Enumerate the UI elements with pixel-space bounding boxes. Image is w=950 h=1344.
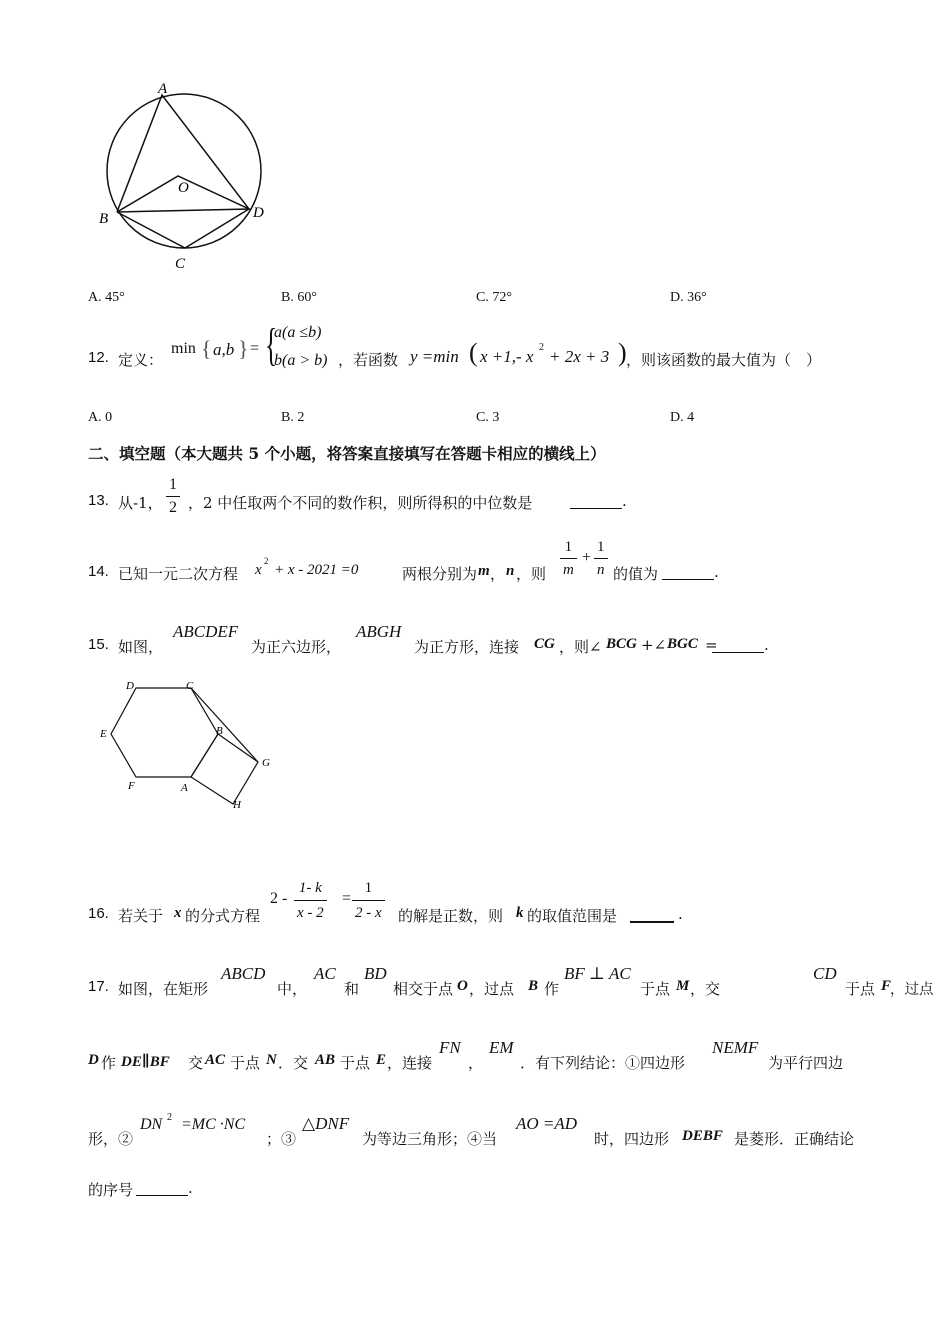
q14-frac-2-den: n xyxy=(597,562,605,578)
q17-d: D xyxy=(88,1052,99,1068)
label-o: O xyxy=(178,180,189,196)
label-b: B xyxy=(99,211,109,227)
q17-l1-text-7: 于点 xyxy=(640,980,671,998)
q11-option-b[interactable]: B. 60° xyxy=(281,290,317,305)
q12-paren-right: ) xyxy=(618,338,627,367)
q13-answer-blank[interactable] xyxy=(570,494,622,509)
label-g: G xyxy=(262,757,270,769)
q17-l2-text-5: 于点 xyxy=(340,1054,371,1072)
q17-b: B xyxy=(528,978,539,994)
question-16 xyxy=(88,872,788,928)
q17-l2-text-8: ．有下列结论：①四边形 xyxy=(520,1054,686,1072)
q17-number: 17. xyxy=(88,978,109,995)
label-a: A xyxy=(158,81,168,97)
q17-l4-text-2: . xyxy=(188,1179,193,1197)
q16-frac-1 xyxy=(294,876,327,925)
q12-text-2: ，若函数 xyxy=(338,351,399,369)
q17-l1-text-4: 相交于点 xyxy=(393,980,454,998)
q17-bf-perp-ac: BF ⊥ AC xyxy=(564,964,631,983)
square xyxy=(191,734,258,804)
q12-func-arg: x +1,- x xyxy=(480,347,534,366)
q15-square-name: ABGH xyxy=(356,622,402,641)
question-17-line-2 xyxy=(88,1034,888,1074)
q16-number: 16. xyxy=(88,905,109,922)
q12-brace-right: } xyxy=(238,336,249,361)
q15-answer-blank[interactable] xyxy=(712,638,764,653)
hexagon-square-figure xyxy=(96,676,286,816)
q14-answer-blank[interactable] xyxy=(662,565,714,580)
q13-fraction xyxy=(166,474,180,519)
q12-args: a,b xyxy=(213,340,235,359)
q16-frac-1-den: x - 2 xyxy=(297,905,324,921)
q15-text-4: ，则∠ xyxy=(559,638,602,656)
q17-l2-text-4: ．交 xyxy=(278,1054,309,1072)
q12-func-arg-2: + 2x + 3 xyxy=(549,347,610,366)
q14-eq-x: x xyxy=(255,562,262,578)
question-17-line-4 xyxy=(88,1168,488,1198)
q17-o: O xyxy=(457,978,468,994)
q13-number: 13. xyxy=(88,492,109,509)
label-b: B xyxy=(216,725,223,737)
q12-text-3: ，则该函数的最大值为（ ） xyxy=(626,351,822,369)
q17-ab: AB xyxy=(315,1052,336,1068)
section-2-heading: 二、填空题（本大题共 5 个小题，将答案直接填写在答题卡相应的横线上） xyxy=(88,444,606,463)
q17-l1-text-9: 于点 xyxy=(845,980,876,998)
q17-l1-text-10: ，过点 xyxy=(890,982,934,998)
q16-answer-blank[interactable] xyxy=(630,907,674,923)
q17-dn-sup: 2 xyxy=(167,1112,172,1123)
q17-mc-nc: =MC ·NC xyxy=(181,1116,246,1133)
q17-ao-ad: AO =AD xyxy=(516,1114,578,1133)
q12-func: y =min xyxy=(410,347,459,366)
q17-l1-text-1: 如图，在矩形 xyxy=(118,980,209,998)
q17-l3-text-2: ；③ xyxy=(266,1130,297,1148)
q14-text-3: ，则 xyxy=(516,565,547,583)
q14-text-5: . xyxy=(714,563,719,581)
q14-eq-rest: + x - 2021 =0 xyxy=(274,562,359,578)
label-d: D xyxy=(126,680,134,692)
q12-case-2: b(a > b) xyxy=(274,352,328,369)
q17-l2-text-6: ，连接 xyxy=(387,1054,433,1072)
q16-frac-2-den: 2 - x xyxy=(355,905,382,921)
q17-l3-text-3: 为等边三角形；④当 xyxy=(362,1130,498,1148)
q17-l2-ac: AC xyxy=(205,1052,226,1068)
q14-comma: ， xyxy=(490,565,506,583)
q14-frac-2-num: 1 xyxy=(594,536,608,559)
q14-text-4: 的值为 xyxy=(613,565,659,583)
q17-l1-text-8: ，交 xyxy=(690,980,721,998)
q16-frac-2-num: 1 xyxy=(352,876,385,901)
q17-l4-text-1: 的序号 xyxy=(88,1181,134,1199)
q17-de-parallel-bf: DE∥BF xyxy=(121,1054,170,1070)
q15-cg: CG xyxy=(534,636,555,652)
q17-n: N xyxy=(266,1052,277,1068)
label-a: A xyxy=(181,782,188,794)
q15-text-2: 为正六边形， xyxy=(251,638,342,656)
question-12 xyxy=(88,319,888,382)
q17-em: EM xyxy=(489,1038,514,1057)
q17-cd: CD xyxy=(813,964,837,983)
q16-text-5: . xyxy=(678,905,683,923)
q14-frac-2 xyxy=(594,536,608,581)
circle-figure xyxy=(92,78,277,273)
q17-fn: FN xyxy=(439,1038,461,1057)
q12-option-b[interactable]: B. 2 xyxy=(281,410,305,425)
q12-big-brace: { xyxy=(265,319,278,370)
q15-text-5: +∠ xyxy=(641,636,667,654)
q14-frac-1 xyxy=(560,536,577,581)
question-15 xyxy=(88,616,788,656)
q17-dn: DN xyxy=(140,1116,163,1133)
q17-f: F xyxy=(881,978,892,994)
q11-option-c[interactable]: C. 72° xyxy=(476,290,512,305)
q13-text-1: 从-1， xyxy=(118,494,163,512)
q12-brace-left: { xyxy=(201,336,212,361)
q17-nemf: NEMF xyxy=(712,1038,759,1057)
q17-l1-text-3: 和 xyxy=(344,980,360,998)
q12-sup-2: 2 xyxy=(539,342,544,353)
q17-debf: DEBF xyxy=(682,1128,723,1144)
q16-x: x xyxy=(174,905,182,921)
label-c: C xyxy=(175,256,186,272)
circle xyxy=(107,94,261,248)
q17-l2-text-2: 交 xyxy=(188,1054,204,1072)
label-h: H xyxy=(233,799,241,811)
q14-plus: + xyxy=(582,549,592,566)
q17-triangle-dnf: △DNF xyxy=(302,1114,350,1133)
q17-bd: BD xyxy=(364,964,387,983)
q16-frac-2 xyxy=(352,876,385,925)
q17-l2-text-1: 作 xyxy=(101,1054,117,1072)
q15-hexagon-name: ABCDEF xyxy=(173,622,239,641)
label-c: C xyxy=(186,680,194,692)
q12-option-c[interactable]: C. 3 xyxy=(476,410,500,425)
q17-e: E xyxy=(376,1052,387,1068)
q17-m: M xyxy=(676,978,690,994)
q17-l1-text-2: 中， xyxy=(277,980,308,998)
q15-text-3: 为正方形，连接 xyxy=(414,638,520,656)
question-13 xyxy=(88,474,788,524)
q12-min: min xyxy=(171,340,196,357)
q14-text-2: 两根分别为 xyxy=(402,565,478,583)
q15-bcg: BCG xyxy=(606,636,637,652)
q16-frac-1-num: 1- k xyxy=(294,876,327,901)
q16-text-4: 的取值范围是 xyxy=(527,907,618,925)
label-f: F xyxy=(128,780,135,792)
q17-abcd: ABCD xyxy=(221,964,266,983)
q12-text-1: 定义： xyxy=(118,351,164,369)
q17-l1-text-5: ，过点 xyxy=(469,980,515,998)
q17-l2-text-3: 于点 xyxy=(230,1054,261,1072)
q13-frac-den: 2 xyxy=(169,499,177,516)
q17-l3-text-1: 形，② xyxy=(88,1130,134,1148)
q14-frac-1-num: 1 xyxy=(560,536,577,559)
q16-text-1: 若关于 xyxy=(118,907,164,925)
question-17-line-3 xyxy=(88,1110,888,1150)
q17-l3-text-5: 是菱形．正确结论 xyxy=(734,1130,855,1148)
q15-number: 15. xyxy=(88,636,109,653)
q17-l3-text-4: 时，四边形 xyxy=(594,1130,670,1148)
q12-number: 12. xyxy=(88,349,109,366)
question-14 xyxy=(88,536,788,586)
q16-equals: = xyxy=(342,890,352,907)
q15-text-7: . xyxy=(764,636,769,654)
q15-bgc: BGC xyxy=(667,636,698,652)
q15-text-6: = xyxy=(705,636,718,654)
q12-option-a[interactable]: A. 0 xyxy=(88,410,113,425)
q14-number: 14. xyxy=(88,563,109,580)
q13-frac-num: 1 xyxy=(166,474,180,497)
q16-text-3: 的解是正数，则 xyxy=(398,907,504,925)
q17-l2-text-9: 为平行四边 xyxy=(768,1054,844,1072)
label-d: D xyxy=(253,205,264,221)
q14-text-1: 已知一元二次方程 xyxy=(118,565,239,583)
hexagon xyxy=(111,688,218,777)
q15-text-1: 如图， xyxy=(118,638,164,656)
q14-frac-1-den: m xyxy=(563,562,574,578)
q12-option-d[interactable]: D. 4 xyxy=(670,410,695,425)
q11-option-a[interactable]: A. 45° xyxy=(88,290,125,305)
q17-l1-text-6: 作 xyxy=(544,980,560,998)
label-e: E xyxy=(100,728,107,740)
q17-answer-blank[interactable] xyxy=(136,1181,188,1196)
q12-equals: = xyxy=(250,340,260,357)
q12-paren-left: ( xyxy=(469,338,478,367)
q14-n: n xyxy=(506,563,515,579)
question-17-line-1 xyxy=(88,960,934,1000)
q14-sup-2: 2 xyxy=(264,556,269,566)
q16-k: k xyxy=(516,905,524,921)
q17-l2-text-7: ， xyxy=(468,1054,484,1072)
q13-text-2: ，2 中任取两个不同的数作积，则所得积的中位数是 xyxy=(188,494,533,512)
q13-text-3: . xyxy=(622,492,627,510)
q17-ac: AC xyxy=(314,964,336,983)
q11-option-d[interactable]: D. 36° xyxy=(670,290,707,305)
q12-case-1: a(a ≤b) xyxy=(274,324,322,341)
segment-cg xyxy=(191,688,258,762)
q16-lead: 2 - xyxy=(270,890,288,907)
q14-m: m xyxy=(478,563,490,579)
q16-text-2: 的分式方程 xyxy=(185,907,261,925)
